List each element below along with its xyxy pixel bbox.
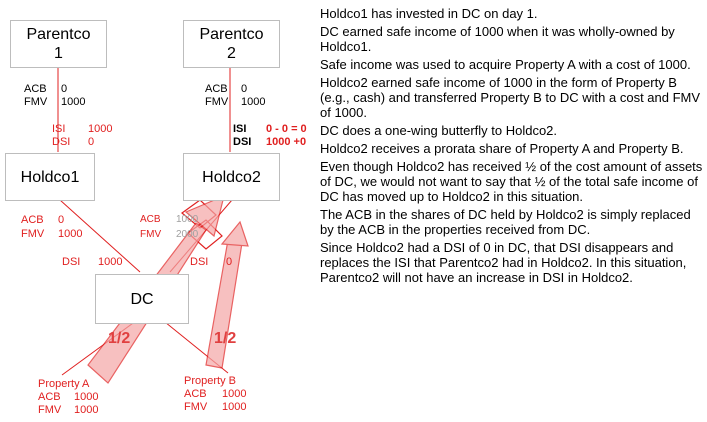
property-a-name: Property A [38, 378, 90, 390]
holdco2-box: Holdco2 [183, 153, 280, 201]
note-3: Safe income was used to acquire Property A with a cost of 1000. [320, 57, 691, 72]
property-a-fmv-label: FMV [38, 404, 62, 416]
p2-isi-label: ISI [233, 123, 247, 135]
note-6: Holdco2 receives a prorata share of Property A and Property B. [320, 141, 684, 156]
p2-acb-value: 0 [241, 83, 248, 95]
p1-isi-label: ISI [52, 123, 66, 135]
note-5: DC does a one-wing butterfly to Holdco2. [320, 123, 558, 138]
left-arrow-label: 1/2 [108, 330, 131, 347]
p2-dsi-label: DSI [233, 136, 252, 148]
note-4: Holdco2 earned safe income of 1000 in the form of Property B (e.g., cash) and transferred Property B to DC with a cost and FMV of 1000. [320, 75, 701, 120]
h2-fmv-value: 2000 [176, 229, 199, 240]
p2-isi-value: 0 - 0 = 0 [266, 123, 307, 135]
p1-dsi-value: 0 [88, 136, 95, 148]
right-arrow-label: 1/2 [214, 330, 237, 347]
property-b-name: Property B [184, 375, 236, 387]
p1-fmv-label: FMV [24, 96, 48, 108]
h2-acb-value: 1000 [176, 214, 199, 225]
p2-fmv-value: 1000 [241, 96, 266, 108]
note-9: Since Holdco2 had a DSI of 0 in DC, that DSI disappears and replaces the ISI that Parentco2 had in Holdco2. In this situation, Parentco2 will not have an increase in DSI in Holdco2. [320, 240, 687, 285]
h1-acb-value: 0 [58, 214, 65, 226]
property-a-acb-label: ACB [38, 391, 61, 403]
h1-fmv-value: 1000 [58, 228, 83, 240]
parentco1-box: Parentco 1 [10, 20, 107, 68]
p1-acb-label: ACB [24, 83, 47, 95]
note-8: The ACB in the shares of DC held by Holdco2 is simply replaced by the ACB in the properties received from DC. [320, 207, 691, 237]
property-b-fmv-label: FMV [184, 401, 208, 413]
p1-fmv-value: 1000 [61, 96, 86, 108]
property-b-fmv-value: 1000 [222, 401, 247, 413]
note-1: Holdco1 has invested in DC on day 1. [320, 6, 538, 21]
explanation-notes [320, 6, 705, 288]
h2-acb-label: ACB [140, 214, 161, 225]
p2-dsi-value: 1000 +0 [266, 136, 307, 148]
note-2: DC earned safe income of 1000 when it was wholly-owned by Holdco1. [320, 24, 675, 54]
h2-fmv-label: FMV [140, 229, 162, 240]
h1-dsi-value: 1000 [98, 256, 123, 268]
h2-dsi-value: 0 [226, 256, 233, 268]
h1-dsi-label: DSI [62, 256, 81, 268]
p1-dsi-label: DSI [52, 136, 71, 148]
parentco2-box: Parentco 2 [183, 20, 280, 68]
p2-fmv-label: FMV [205, 96, 229, 108]
property-a-fmv-value: 1000 [74, 404, 99, 416]
property-a-acb-value: 1000 [74, 391, 99, 403]
property-b-acb-label: ACB [184, 388, 207, 400]
h1-acb-label: ACB [21, 214, 44, 226]
note-7: Even though Holdco2 has received ½ of the cost amount of assets of DC, we would not want to say that ½ of the total safe income of DC has moved up to Holdco2 in this situation. [320, 159, 703, 204]
h1-fmv-label: FMV [21, 228, 45, 240]
holdco1-box: Holdco1 [5, 153, 95, 201]
p1-acb-value: 0 [61, 83, 68, 95]
p2-acb-label: ACB [205, 83, 228, 95]
property-b-acb-value: 1000 [222, 388, 247, 400]
dc-box: DC [95, 274, 189, 324]
h2-dsi-label: DSI [190, 256, 209, 268]
p1-isi-value: 1000 [88, 123, 113, 135]
